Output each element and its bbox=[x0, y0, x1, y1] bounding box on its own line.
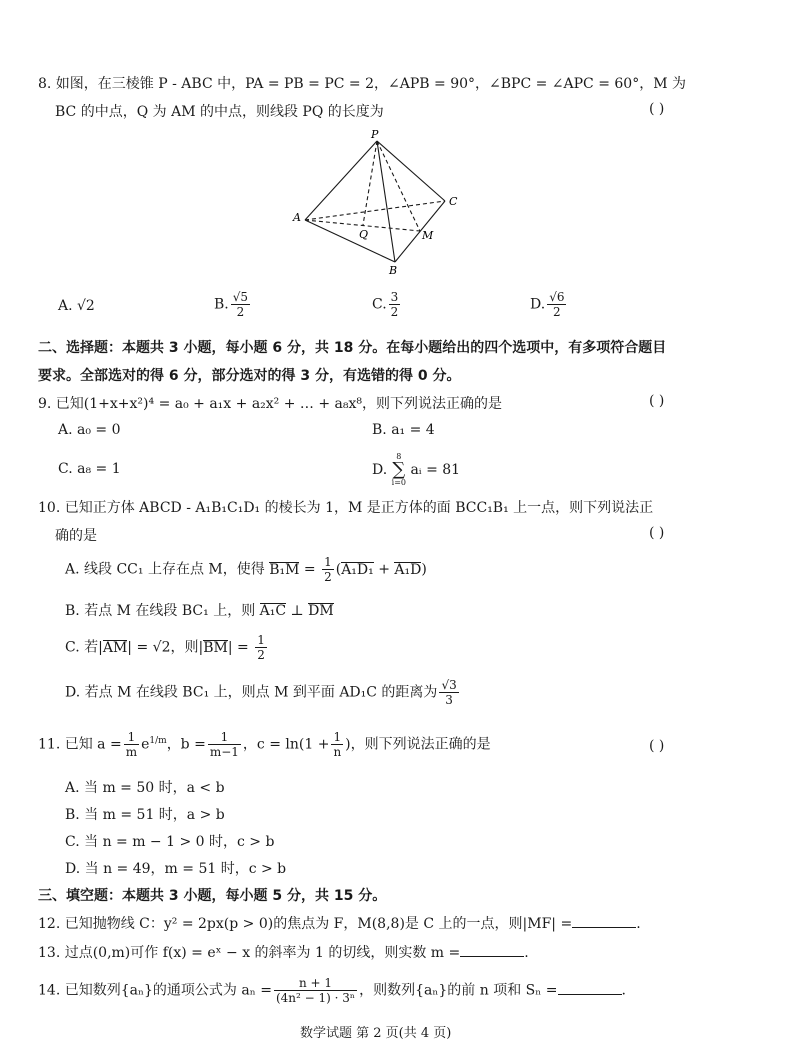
q9-stem: 9. 已知(1+x+x²)⁴ = a₀ + a₁x + a₂x² + … + a₈x⁸，则下列说法正确的是 bbox=[38, 396, 503, 412]
q10-option-a: A. 线段 CC₁ 上存在点 M，使得 B₁M = $\frac{1}{2}$ (A₁D₁ + A₁D) bbox=[65, 555, 427, 584]
label-c: C bbox=[449, 195, 458, 208]
q11-option-d: D. 当 n = 49，m = 51 时，c > b bbox=[65, 861, 287, 877]
q8-option-b: B. $\frac{√5}{2}$ bbox=[214, 290, 249, 319]
q10-answer-bracket: ( ) bbox=[649, 525, 665, 541]
q10-stem-line1: 10. 已知正方体 ABCD - A₁B₁C₁D₁ 的棱长为 1，M 是正方体的面 BCC₁B₁ 上一点，则下列说法正 bbox=[38, 500, 654, 516]
q8-option-d: D. $\frac{√6}{2}$ bbox=[530, 290, 565, 319]
section2-heading-line2: 要求。全部选对的得 6 分，部分选对的得 3 分，有选错的得 0 分。 bbox=[38, 368, 461, 384]
section3-heading: 三、填空题：本题共 3 小题，每小题 5 分，共 15 分。 bbox=[38, 888, 387, 904]
q10-option-c: C. 若|AM| = √2，则|BM| = $\frac{1}{2}$ bbox=[65, 633, 265, 662]
q8-stem-line1: 8. 如图，在三棱锥 P - ABC 中，PA = PB = PC = 2，∠APB = 90°，∠BPC = ∠APC = 60°，M 为 bbox=[38, 76, 686, 92]
q9-option-b: B. a₁ = 4 bbox=[372, 422, 435, 438]
section2-heading-line1: 二、选择题：本题共 3 小题，每小题 6 分，共 18 分。在每小题给出的四个选项中，有多项符合题目 bbox=[38, 340, 667, 356]
q9-answer-bracket: ( ) bbox=[649, 393, 665, 409]
q11-answer-bracket: ( ) bbox=[649, 738, 665, 754]
q12-stem: 12. 已知抛物线 C：y² = 2px(p > 0)的焦点为 F，M(8,8)是 C 上的一点，则|MF| = . bbox=[38, 913, 641, 933]
q8-tetrahedron-figure bbox=[285, 125, 465, 275]
q14-stem: 14. 已知数列{aₙ}的通项公式为 aₙ = $\frac{n + 1}{\text{(4n² − 1) · 3ⁿ}}$ ，则数列{aₙ}的前 n 项和 Sₙ = . bbox=[38, 976, 626, 1005]
q13-answer-blank[interactable] bbox=[460, 942, 524, 957]
q14-answer-blank[interactable] bbox=[558, 980, 622, 995]
q8-option-a: A. √2 bbox=[58, 298, 95, 314]
q10-stem-line2: 确的是 bbox=[55, 528, 97, 544]
q9-option-d: D. 8 ∑ i=0 aᵢ = 81 bbox=[372, 452, 461, 487]
q10-option-d: D. 若点 M 在线段 BC₁ 上，则点 M 到平面 AD₁C 的距离为 $\frac{√3}{3}$ bbox=[65, 678, 457, 707]
label-q: Q bbox=[359, 228, 369, 241]
label-m: M bbox=[422, 229, 434, 242]
q11-option-b: B. 当 m = 51 时，a > b bbox=[65, 807, 225, 823]
label-a: A bbox=[293, 211, 301, 224]
q11-option-c: C. 当 n = m − 1 > 0 时，c > b bbox=[65, 834, 275, 850]
label-p: P bbox=[371, 128, 379, 141]
q8-answer-bracket: ( ) bbox=[649, 101, 665, 117]
q8-option-c: C. $\frac{3}{2}$ bbox=[372, 290, 399, 319]
q9-option-c: C. a₈ = 1 bbox=[58, 461, 121, 477]
q9-option-a: A. a₀ = 0 bbox=[58, 422, 121, 438]
q12-answer-blank[interactable] bbox=[572, 913, 636, 928]
q8-stem-line2: BC 的中点，Q 为 AM 的中点，则线段 PQ 的长度为 bbox=[55, 104, 384, 120]
q11-option-a: A. 当 m = 50 时，a < b bbox=[65, 780, 225, 796]
q11-stem: 11. 已知 a = $\frac{1}{m}$ $e^{1/m}$，b = $\frac{1}{m-1}$ ，c = ln(1 + $\frac{1}{n}$ )，则下列说法正确的是 bbox=[38, 730, 491, 759]
label-b: B bbox=[389, 264, 398, 275]
q10-option-b: B. 若点 M 在线段 BC₁ 上，则 A₁C ⊥ DM bbox=[65, 603, 334, 619]
q13-stem: 13. 过点(0,m)可作 f(x) = eˣ − x 的斜率为 1 的切线，则实数 m = . bbox=[38, 942, 529, 962]
page-footer: 数学试题 第 2 页(共 4 页) bbox=[300, 1026, 452, 1041]
